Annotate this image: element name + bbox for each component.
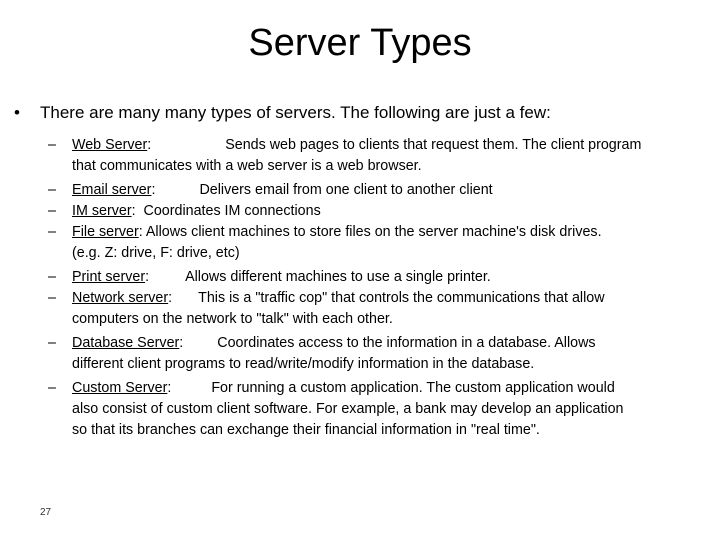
dash-icon: – [48,290,56,306]
desc-email-server: Delivers email from one client to another client [199,182,493,198]
term-network-server: Network server [72,290,169,306]
desc-database-server-line2: different client programs to read/write/modify information in the database. [72,356,535,372]
dash-icon: – [48,380,56,396]
desc-print-server: Allows different machines to use a single printer. [185,269,491,285]
desc-im-server: Coordinates IM connections [143,203,321,219]
term-im-server: IM server [72,203,132,219]
list-item-print-server: – Print server: Allows different machines to use a single printer. [48,267,710,288]
desc-database-server-line1: Coordinates access to the information in a database. Allows [217,335,596,351]
desc-web-server-line2: that communicates with a web server is a web browser. [72,158,422,174]
term-email-server: Email server [72,182,152,198]
desc-network-server-line2: computers on the network to "talk" with each other. [72,311,393,327]
dash-icon: – [48,182,56,198]
desc-web-server-line1: Sends web pages to clients that request them. The client program [225,137,642,153]
dash-icon: – [48,335,56,351]
desc-file-server-line2: (e.g. Z: drive, F: drive, etc) [72,245,240,261]
desc-file-server-line1: Allows client machines to store files on the server machine's disk drives. [145,224,602,240]
lead-bullet-text [14,102,704,124]
term-custom-server: Custom Server [72,380,168,396]
list-item-email-server: – Email server: Delivers email from one client to another client [48,180,710,201]
desc-custom-server-line1: For running a custom application. The custom application would [211,380,615,396]
dash-icon: – [48,224,56,240]
list-item-im-server: – IM server: Coordinates IM connections [48,201,710,222]
list-item-web-server: – Web Server: Sends web pages to clients that request them. The client program that communicates with a web server is a web browser. [48,137,642,174]
list-item-database-server: – Database Server: Coordinates access to the information in a database. Allows different client programs to read/write/modify information in the database. [48,335,596,372]
term-file-server: File server [72,224,139,240]
dash-icon: – [48,203,56,219]
term-print-server: Print server [72,269,146,285]
desc-custom-server-line3: so that its branches can exchange their financial information in "real time". [72,422,540,438]
list-item-network-server: – Network server: This is a "traffic cop" that controls the communications that allow computers on the network to "talk" with each other. [48,290,605,327]
lead-text: There are many many types of servers. The following are just a few: [40,103,551,122]
term-database-server: Database Server [72,335,180,351]
list-item-file-server: – File server: Allows client machines to store files on the server machine's disk drives. (e.g. Z: drive, F: drive, etc) [48,224,602,261]
page-number: 27 [40,507,52,518]
list-item-custom-server: – Custom Server: For running a custom application. The custom application would also consist of custom client software. For example, a bank may develop an application so that its branches can exchange their financial information in "real time". [48,380,624,438]
desc-network-server-line1: This is a "traffic cop" that controls the communications that allow [198,290,605,306]
term-web-server: Web Server [72,137,148,153]
slide-title: Server Types [248,22,472,64]
dash-icon: – [48,269,56,285]
desc-custom-server-line2: also consist of custom client software. For example, a bank may develop an application [72,401,624,417]
bullet-icon: • [14,103,20,122]
server-types-list [48,135,710,441]
dash-icon: – [48,137,56,153]
